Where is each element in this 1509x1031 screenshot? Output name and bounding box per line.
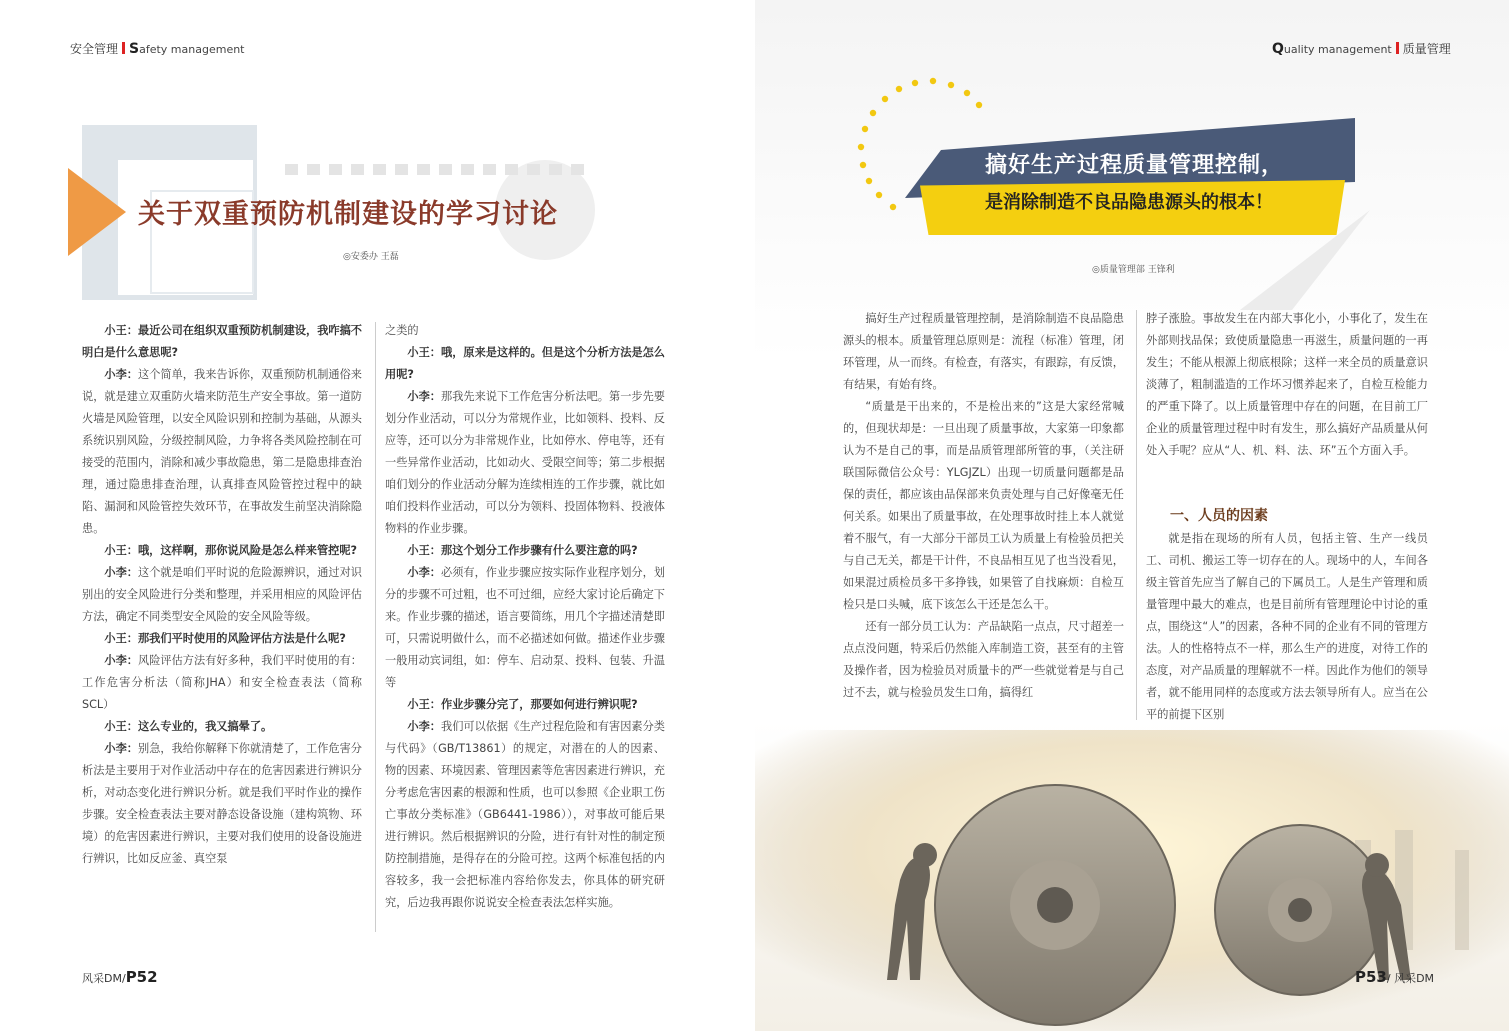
paragraph-text: 这个简单，我来告诉你，双重预防机制通俗来说，就是建立双重防火墙来防范生产安全事故。第一道防火墙是风险管理，以安全风险识别和控制为基础，从源头系统识别风险，分级控制风险，力争将各类风险控制在可接受的范围内，消除和减少事故隐患，第二是隐患排查治理，通过隐患排查治理，认真排查风险管控过程中的缺陷、漏洞和风险管控失效环节，在事故发生前坚决消除隐患。 <box>82 368 362 535</box>
speaker-label: 小李： <box>104 654 138 667</box>
speaker-label: 小李： <box>104 742 138 755</box>
paragraph-text: 那这个划分工作步骤有什么要注意的吗? <box>440 544 638 557</box>
paragraph-text: 最近公司在组织双重预防机制建设，我咋搞不明白是什么意思呢? <box>82 324 362 359</box>
speaker-label: 小王： <box>407 698 441 711</box>
speaker-label: 小李： <box>407 566 441 579</box>
column-divider <box>375 322 376 932</box>
article-byline: ◎安委办 王磊 <box>343 252 399 262</box>
paragraph <box>385 540 665 562</box>
paragraph-text: 哦，这样啊，那你说风险是怎么样来管控呢? <box>137 544 358 557</box>
paragraph: 搞好生产过程质量管理控制，是消除制造不良品隐患源头的根本。质量管理总原则是：流程（标准）管理，闭环管理，从一而终。有检查，有落实，有跟踪，有反馈，有结果，有始有终。 <box>843 312 1124 391</box>
paragraph-text: 必须有，作业步骤应按实际作业程序划分，划分的步骤不可过粗，也不可过细，应经大家讨论后确定下来。作业步骤的描述，语言要简练，用几个字描述清楚即可，只需说明做什么，而不必描述如何做。描述作业步骤一般用动宾词组，如：停车、启动泵、投料、包装、升温等 <box>385 566 665 689</box>
paragraph: 脖子涨脸。事故发生在内部大事化小，小事化了，发生在外部则找品保；致使质量隐患一再滋生，质量问题的一再发生；不能从根源上彻底根除；这样一来全员的质量意识淡薄了，粗制滥造的工作坏习惯养起来了，自检互检能力的严重下降了。以上质量管理中存在的问题，在目前工厂企业的质量管理过程中时有发生，那么搞好产品质量从何处入手呢？应从“人、机、料、法、环”五个方面入手。 <box>1146 312 1428 457</box>
speaker-label: 小王： <box>104 544 138 557</box>
left-footer: 风采DM/P52 <box>82 968 158 986</box>
paragraph <box>385 320 665 342</box>
right-running-head <box>1272 40 1451 57</box>
speaker-label: 小王： <box>104 720 138 733</box>
paragraph-text: 我们可以依据《生产过程危险和有害因素分类与代码》（GB/T13861）的规定，对潜在的人的因素、物的因素、环境因素、管理因素等危害因素进行辨识，充分考虑危害因素的根源和性质，也可以参照《企业职工伤亡事故分类标准》（GB6441-1986）），对事故可能后果进行辨识。然后根据辨识的分险，进行有针对性的制定预防控制措施，是得存在的分险可控。这两个标准包括的内容较多，我一会把标准内容给你发去，你具体的研究研究，后边我再跟你说说安全检查表法怎样实施。 <box>385 720 665 909</box>
red-bar <box>1396 42 1399 54</box>
paragraph-text: 这个就是咱们平时说的危险源辨识，通过对识别出的安全风险进行分类和整理，并采用相应的风险评估方法，确定不同类型安全风险的安全风险等级。 <box>82 566 362 623</box>
paragraph <box>385 562 665 694</box>
paragraph <box>385 716 665 914</box>
article-byline: ◎质量管理部 王锋利 <box>1092 265 1175 275</box>
speaker-label: 小李： <box>104 566 138 579</box>
paragraph-text: 作业步骤分完了，那要如何进行辨识呢? <box>440 698 638 711</box>
paragraph <box>385 342 665 386</box>
speaker-label: 小王： <box>104 324 138 337</box>
article-title: 关于双重预防机制建设的学习讨论 <box>138 199 558 230</box>
speaker-label: 小王： <box>407 346 441 359</box>
speaker-label: 小李： <box>407 720 441 733</box>
paragraph-text: 风险评估方法有好多种，我们平时使用的有：工作危害分析法（简称JHA）和安全检查表法（简称SCL） <box>82 654 362 711</box>
speaker-label: 小王： <box>104 632 138 645</box>
section-label-cn: 质量管理 <box>1402 42 1451 56</box>
paragraph <box>82 540 362 562</box>
decor-dots <box>285 164 584 175</box>
article-title-line1: 搞好生产过程质量管理控制， <box>985 153 1285 178</box>
text-column-2 <box>1146 308 1428 462</box>
speaker-label: 小李： <box>104 368 138 381</box>
section-label-en: Safety management <box>129 41 245 57</box>
paragraph-text: 哦，原来是这样的。但是这个分析方法是怎么用呢? <box>385 346 665 381</box>
speaker-label: 小李： <box>407 390 441 403</box>
paragraph <box>82 364 362 540</box>
paragraph <box>82 628 362 650</box>
section-label-en: Quality management <box>1272 41 1392 57</box>
text-column-2 <box>385 320 665 914</box>
paragraph-text: 之类的 <box>385 324 419 337</box>
section-label-cn: 安全管理 <box>70 42 119 56</box>
paragraph <box>82 562 362 628</box>
paragraph-text: 那我先来说下工作危害分析法吧。第一步先要划分作业活动，可以分为常规作业，比如领料、投料、反应等，还可以分为非常规作业，比如停水、停电等，还有一些异常作业活动，比如动火、受限空间等；第二步根据咱们划分的作业活动分解为连续相连的工作步骤，就比如咱们投料作业活动，可以分为领料、投固体物料、投液体物料的作业步骤。 <box>385 390 665 535</box>
paragraph <box>82 738 362 870</box>
orange-triangle <box>68 168 126 256</box>
paragraph <box>82 716 362 738</box>
left-running-head <box>70 40 245 57</box>
paragraph <box>82 320 362 364</box>
paragraph-text: 这么专业的，我又搞晕了。 <box>137 720 273 733</box>
text-column-2-continued <box>1146 528 1428 726</box>
section-heading: 一、人员的因素 <box>1170 508 1268 524</box>
text-column-1 <box>843 308 1124 704</box>
paragraph: 还有一部分员工认为：产品缺陷一点点，尺寸超差一点点没问题，特采后仍然能入库制造工资，甚至有的主管及操作者，因为检验员对质量卡的严一些就觉着是与自己过不去，就与检验员发生口角，搞得红 <box>843 620 1124 699</box>
paragraph <box>385 386 665 540</box>
paragraph: “质量是干出来的，不是检出来的”这是大家经常喊的，但现状却是：一旦出现了质量事故，大家第一印象都认为不是自己的事，而是品质管理部所管的事，（关注研联国际微信公众号：YLGJZL）出现一切质量问题都是品保的责任，都应该由品保部来负责处理与自己好像毫无任何关系。如果出了质量事故，在处理事故时挂上本人就觉着不服气，有一大部分干部员工认为质量上有检验员把关与自己无关，都是干计件，不良品相互见了也当没看见，如果混过质检员多干多挣钱，如果管了自找麻烦：自检互检只是口头喊，底下该怎么干还是怎么干。 <box>843 400 1124 611</box>
page-number: P52 <box>125 968 158 986</box>
paragraph: 就是指在现场的所有人员，包括主管、生产一线员工、司机、搬运工等一切存在的人。现场中的人，车间各级主管首先应当了解自己的下属员工。人是生产管理和质量管理中最大的难点，也是目前所有管理理论中讨论的重点，围绕这“人”的因素，各种不同的企业有不同的管理方法。人的性格特点不一样，那么生产的进度，对待工作的态度，对产品质量的理解就不一样。因此作为他们的领导者，就不能用同样的态度或方法去领导所有人。应当在公平的前提下区别 <box>1146 532 1428 721</box>
paragraph-text: 别急，我给你解释下你就清楚了，工作危害分析法是主要用于对作业活动中存在的危害因素进行辨识分析，对动态变化进行辨识分析。就是我们平时作业的操作步骤。安全检查表法主要对静态设备设施（建构筑物、环境）的危害因素进行辨识，主要对我们使用的设备设施进行辨识，比如反应釜、真空泵 <box>82 742 362 865</box>
text-column-1 <box>82 320 362 870</box>
paragraph-text: 那我们平时使用的风险评估方法是什么呢? <box>137 632 346 645</box>
page-number: P53 <box>1355 968 1387 986</box>
paragraph <box>385 694 665 716</box>
column-divider <box>1136 310 1137 720</box>
paragraph <box>82 650 362 716</box>
speaker-label: 小王： <box>407 544 441 557</box>
article-title-line2: 是消除制造不良品隐患源头的根本！ <box>985 192 1273 213</box>
right-footer: P53/ 风采DM <box>1355 968 1435 986</box>
red-bar <box>122 42 125 54</box>
